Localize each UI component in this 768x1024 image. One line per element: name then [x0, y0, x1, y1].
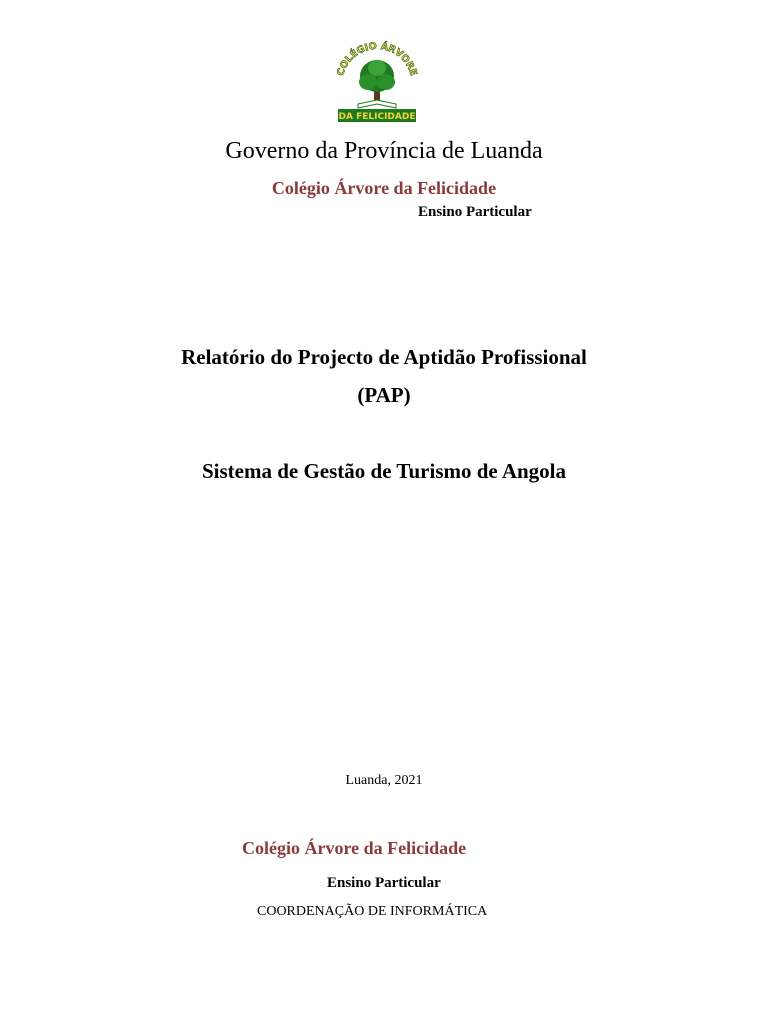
- ensino-particular-header: Ensino Particular: [418, 204, 532, 220]
- logo-arc-text: COLÉGIO ÁRVORE: [335, 40, 419, 78]
- report-acronym: (PAP): [357, 383, 411, 407]
- project-system-title: Sistema de Gestão de Turismo de Angola: [201, 459, 567, 483]
- coordination-department: COORDENAÇÃO DE INFORMÁTICA: [257, 904, 488, 919]
- school-name-footer: Colégio Árvore da Felicidade: [242, 838, 467, 858]
- school-name-header: Colégio Árvore da Felicidade: [271, 178, 497, 198]
- tree-icon: [358, 60, 396, 108]
- ensino-particular-footer: Ensino Particular: [327, 875, 441, 891]
- government-title: Governo da Província de Luanda: [225, 138, 543, 164]
- place-date: Luanda, 2021: [345, 773, 423, 788]
- logo-banner-text: DA FELICIDADE: [338, 112, 416, 122]
- report-title: Relatório do Projecto de Aptidão Profissional: [181, 345, 587, 369]
- school-logo: [332, 38, 422, 124]
